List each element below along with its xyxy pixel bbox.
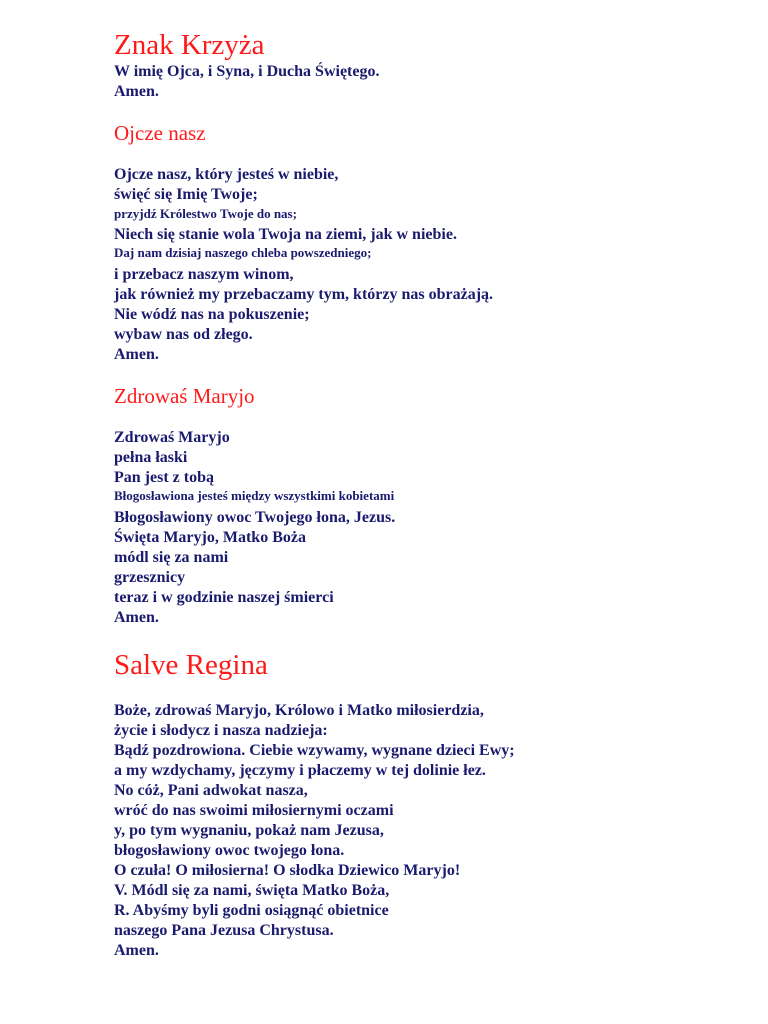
prayer-line: naszego Pana Jezusa Chrystusa. <box>114 922 334 939</box>
prayer-line: módl się za nami <box>114 549 229 566</box>
prayer-line: Ojcze nasz, który jesteś w niebie, <box>114 166 339 183</box>
prayer-line: błogosławiony owoc twojego łona. <box>114 842 345 859</box>
prayer-line: Nie wódź nas na pokuszenie; <box>114 306 310 323</box>
prayer-line: Niech się stanie wola Twoja na ziemi, jak w niebie. <box>114 226 457 243</box>
prayer-line: Amen. <box>114 942 159 959</box>
prayer-line: wybaw nas od złego. <box>114 326 253 343</box>
prayer-line: Błogosławiona jesteś między wszystkimi kobietami <box>114 488 395 503</box>
section-title-ojcze-nasz: Ojcze nasz <box>114 121 206 145</box>
prayer-line: a my wzdychamy, jęczymy i płaczemy w tej dolinie łez. <box>114 762 486 779</box>
prayer-line: jak również my przebaczamy tym, którzy nas obrażają. <box>114 286 494 303</box>
prayer-line: Boże, zdrowaś Maryjo, Królowo i Matko miłosierdzia, <box>114 702 484 719</box>
prayer-line: y, po tym wygnaniu, pokaż nam Jezusa, <box>114 822 384 839</box>
prayer-line: i przebacz naszym winom, <box>114 266 294 283</box>
section-title-salve-regina: Salve Regina <box>114 649 268 681</box>
prayer-line: wróć do nas swoimi miłosiernymi oczami <box>114 802 394 819</box>
prayer-line: teraz i w godzinie naszej śmierci <box>114 589 334 606</box>
prayer-line: Zdrowaś Maryjo <box>114 429 230 446</box>
prayer-line: Amen. <box>114 609 159 626</box>
section-title-zdrowas-maryjo: Zdrowaś Maryjo <box>114 384 255 408</box>
prayer-line: życie i słodycz i nasza nadzieja: <box>114 722 328 739</box>
prayer-line: grzesznicy <box>114 569 186 586</box>
prayer-line: W imię Ojca, i Syna, i Ducha Świętego. <box>114 63 380 80</box>
prayer-line: Daj nam dzisiaj naszego chleba powszedniego; <box>114 245 372 260</box>
prayer-line: Święta Maryjo, Matko Boża <box>114 529 306 546</box>
prayer-line: Błogosławiony owoc Twojego łona, Jezus. <box>114 509 396 526</box>
section-title-znak-krzyza: Znak Krzyża <box>114 29 265 61</box>
prayer-line: przyjdź Królestwo Twoje do nas; <box>114 206 297 221</box>
prayer-line: święć się Imię Twoje; <box>114 186 258 203</box>
prayer-line: R. Abyśmy byli godni osiągnąć obietnice <box>114 902 389 919</box>
prayer-line: No cóż, Pani adwokat nasza, <box>114 782 308 799</box>
prayer-line: Bądź pozdrowiona. Ciebie wzywamy, wygnane dzieci Ewy; <box>114 742 515 759</box>
prayer-line: Pan jest z tobą <box>114 469 214 486</box>
prayer-line: O czuła! O miłosierna! O słodka Dziewico Maryjo! <box>114 862 461 879</box>
prayer-line: Amen. <box>114 83 159 100</box>
prayer-line: Amen. <box>114 346 159 363</box>
prayer-line: V. Módl się za nami, święta Matko Boża, <box>114 882 390 899</box>
prayer-line: pełna łaski <box>114 449 188 466</box>
